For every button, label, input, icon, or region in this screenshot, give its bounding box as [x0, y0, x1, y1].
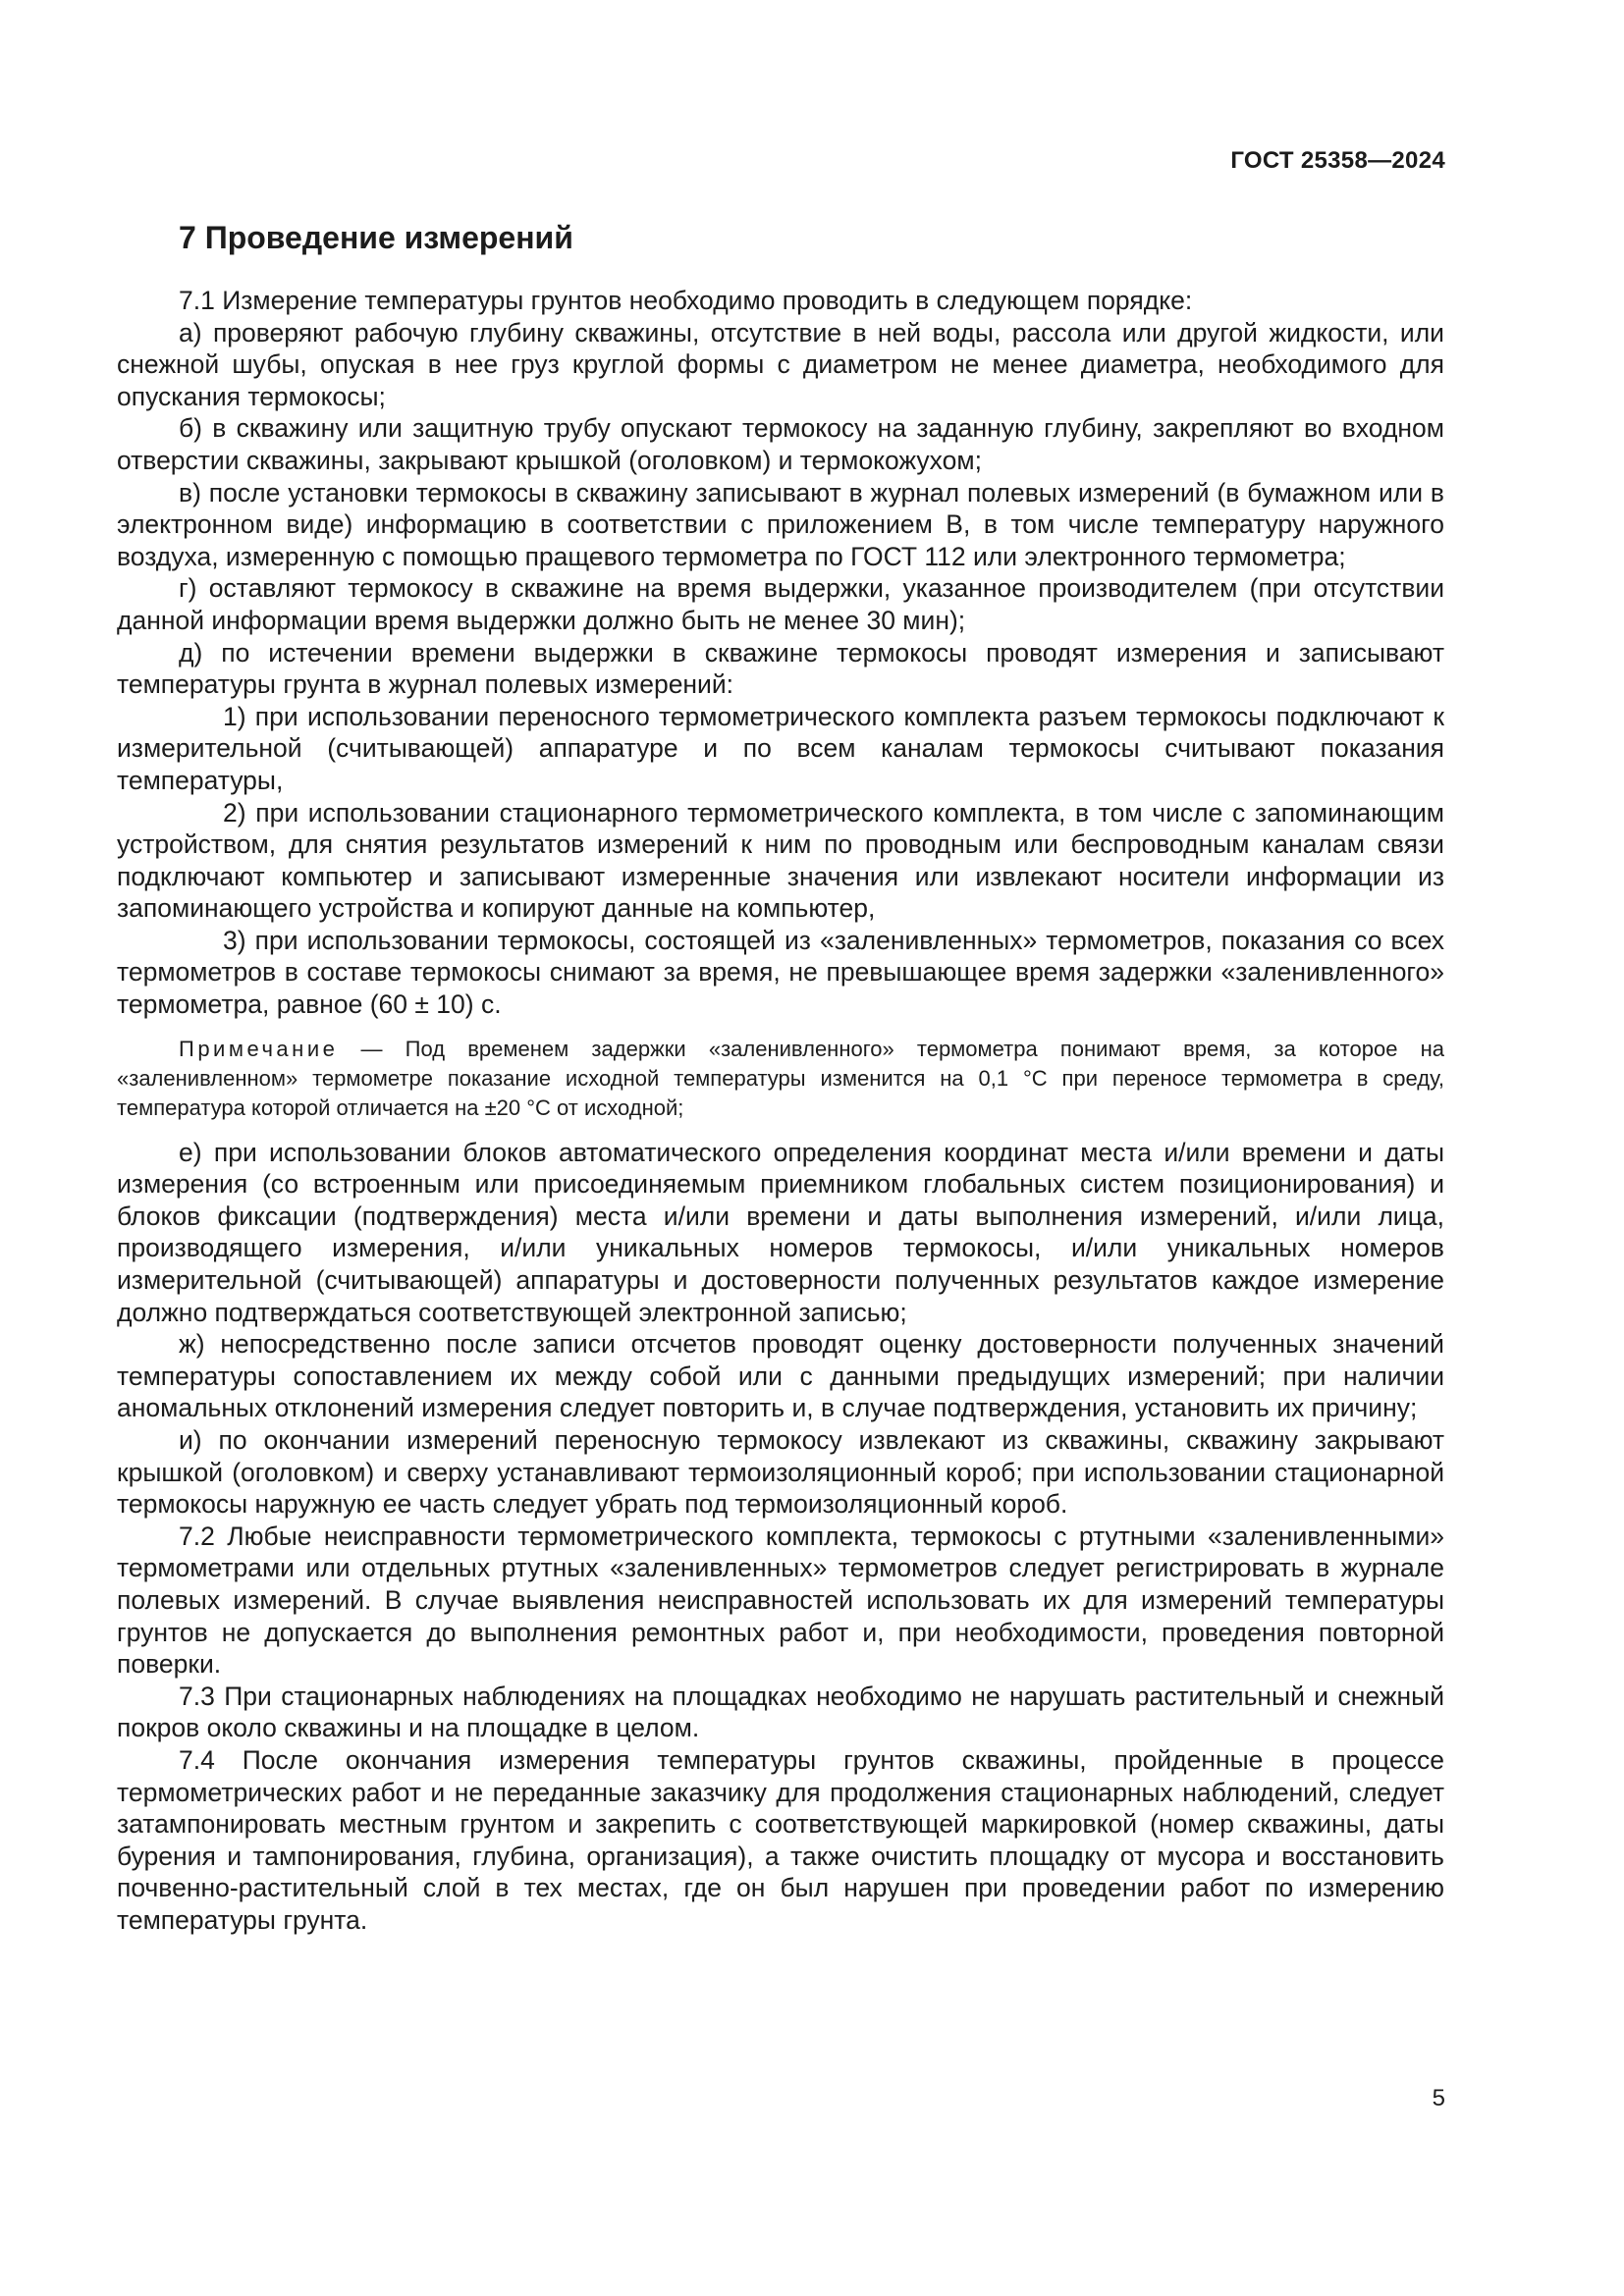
- list-item-zh: ж) непосредственно после записи отсчетов проводят оценку достоверности полученных значений температуры сопоставлением их между собой или с данными предыдущих измерений; при наличии аномальных отклонений измерения следует повторить и, в случае подтверждения, установить их причину;: [117, 1329, 1444, 1423]
- sub-item-2: 2) при использовании стационарного термометрического комплекта, в том числе с запоминающим устройством, для снятия результатов измерений к ним по проводным или беспроводным каналам связи подключают компьютер и записывают измеренные значения или извлекают носители информации из запоминающего устройства и копируют данные на компьютер,: [117, 797, 1444, 924]
- note-text: — Под временем задержки «заленивленного» термометра понимают время, за которое на «заленивленном» термометре показание исходной температуры изменится на 0,1 °С при переносе термометра в среду, температура которой отличается на ±20 °С от исходной;: [117, 1036, 1444, 1120]
- paragraph-7-2: 7.2 Любые неисправности термометрического комплекта, термокосы с ртутными «заленивленными» термометрами или отдельных ртутных «заленивленных» термометров следует регистрировать в журнале полевых измерений. В случае выявления неисправностей использовать их для измерений температуры грунтов не допускается до выполнения ремонтных работ и, при необходимости, проведения повторной поверки.: [117, 1521, 1444, 1680]
- page-content: [117, 218, 1444, 1937]
- list-item-g: г) оставляют термокосу в скважине на время выдержки, указанное производителем (при отсутствии данной информации время выдержки должно быть не менее 30 мин);: [117, 573, 1444, 635]
- list-item-v: в) после установки термокосы в скважину записывают в журнал полевых измерений (в бумажном или в электронном виде) информацию в соответствии с приложением В, в том числе температуру наружного воздуха, измеренную с помощью пращевого термометра по ГОСТ 112 или электронного термометра;: [117, 477, 1444, 571]
- paragraph-7-4: 7.4 После окончания измерения температуры грунтов скважины, пройденные в процессе термометрических работ и не переданные заказчику для продолжения стационарных наблюдений, следует затампонировать местным грунтом и закрепить с соответствующей маркировкой (номер скважины, даты бурения и тампонирования, глубина, организация), а также очистить площадку от мусора и восстановить почвенно-растительный слой в тех местах, где он был нарушен при проведении работ по измерению температуры грунта.: [117, 1744, 1444, 1935]
- document-header-standard: ГОСТ 25358—2024: [1230, 147, 1445, 174]
- page-number: 5: [1432, 2085, 1445, 2111]
- list-item-b: б) в скважину или защитную трубу опускают термокосу на заданную глубину, закрепляют во входном отверстии скважины, закрывают крышкой (оголовком) и термокожухом;: [117, 413, 1444, 475]
- sub-item-1: 1) при использовании переносного термометрического комплекта разъем термокосы подключают к измерительной (считывающей) аппаратуре и по всем каналам термокосы считывают показания температуры,: [117, 701, 1444, 795]
- sub-item-3: 3) при использовании термокосы, состоящей из «заленивленных» термометров, показания со всех термометров в составе термокосы снимают за время, не превышающее время задержки «заленивленного» термометра, равное (60 ± 10) с.: [117, 925, 1444, 1020]
- note: [117, 1035, 1444, 1123]
- paragraph-7-1: 7.1 Измерение температуры грунтов необходимо проводить в следующем порядке:: [179, 286, 1193, 315]
- section-title: 7 Проведение измерений: [179, 220, 573, 255]
- list-item-i: и) по окончании измерений переносную термокосу извлекают из скважины, скважину закрывают крышкой (оголовком) и сверху устанавливают термоизоляционный короб; при использовании стационарной термокосы наружную ее часть следует убрать под термоизоляционный короб.: [117, 1425, 1444, 1520]
- list-item-a: а) проверяют рабочую глубину скважины, отсутствие в ней воды, рассола или другой жидкости, или снежной шубы, опуская в нее груз круглой формы с диаметром не менее диаметра, необходимого для опускания термокосы;: [117, 317, 1444, 411]
- note-label: Примечание: [179, 1036, 339, 1061]
- paragraph-7-3: 7.3 При стационарных наблюдениях на площадках необходимо не нарушать растительный и снежный покров около скважины и на площадке в целом.: [117, 1681, 1444, 1743]
- list-item-d: д) по истечении времени выдержки в скважине термокосы проводят измерения и записывают температуры грунта в журнал полевых измерений:: [117, 637, 1444, 700]
- list-item-e: е) при использовании блоков автоматического определения координат места и/или времени и даты измерения (со встроенным или присоединяемым приемником глобальных систем позиционирования) и блоков фиксации (подтверждения) места и/или времени и даты выполнения измерений, и/или лица, производящего измерения, и/или уникальных номеров термокосы, и/или уникальных номеров измерительной (считывающей) аппаратуры и достоверности полученных результатов каждое измерение должно подтверждаться соответствующей электронной записью;: [117, 1137, 1444, 1327]
